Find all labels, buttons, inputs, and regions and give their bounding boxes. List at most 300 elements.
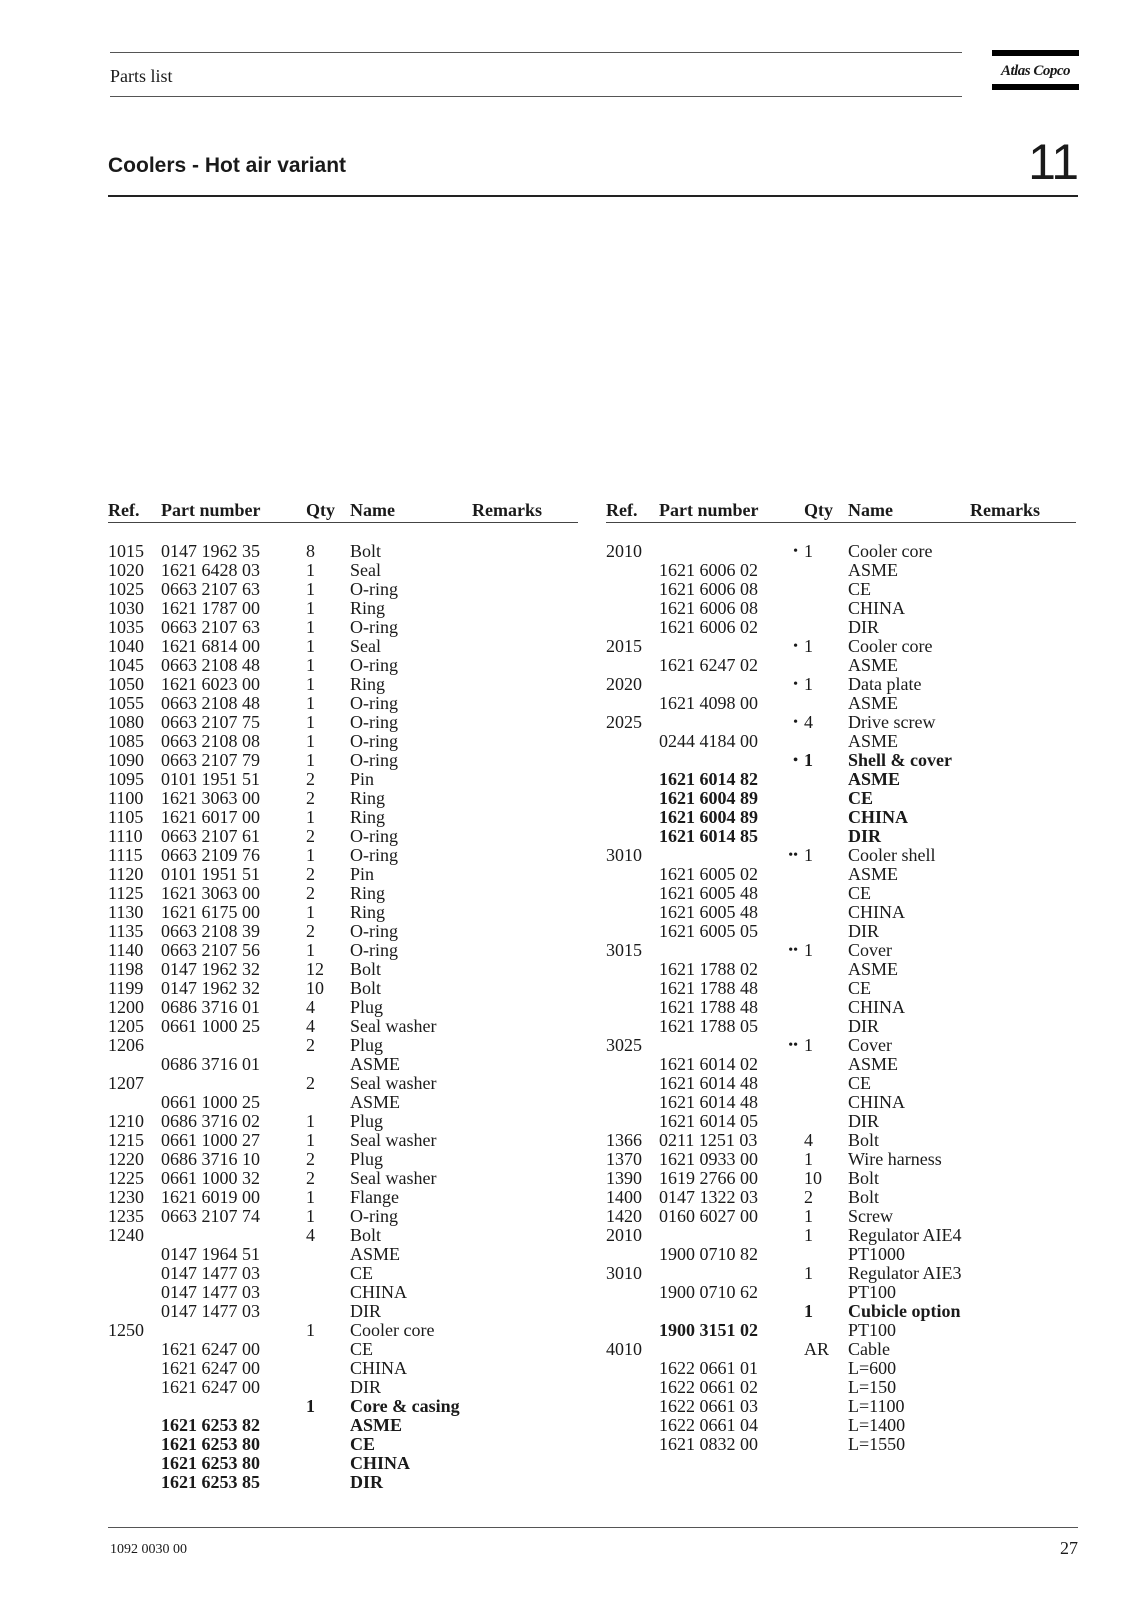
table-spacer-row (108, 523, 578, 543)
table-row (606, 751, 1076, 770)
remarks-cell (970, 1074, 1076, 1093)
name-cell: ASME (848, 693, 899, 713)
remarks-cell (472, 979, 578, 998)
table-row (606, 1131, 1076, 1150)
table-row (606, 1302, 1076, 1321)
table-row (606, 1074, 1076, 1093)
table-row (108, 637, 578, 656)
remarks-cell (472, 580, 578, 599)
remarks-cell (970, 1055, 1076, 1074)
name-cell: CE (848, 788, 874, 808)
name-cell: Regulator AIE4 (848, 1225, 962, 1245)
ref-cell: 3010 (606, 845, 642, 865)
qty-cell (804, 1283, 848, 1302)
mark-cell (286, 1169, 306, 1188)
table-row (108, 1093, 578, 1112)
remarks-cell (472, 1150, 578, 1169)
table-row (108, 656, 578, 675)
remarks-cell (472, 1017, 578, 1036)
table-row (108, 903, 578, 922)
qty-cell: 1 (804, 1206, 813, 1226)
qty-cell (804, 694, 848, 713)
ref-cell: 1015 (108, 541, 144, 561)
remarks-cell (472, 1283, 578, 1302)
ref-cell (108, 1359, 161, 1378)
name-cell: Cubicle option (848, 1301, 961, 1321)
qty-cell (804, 960, 848, 979)
table-row (606, 694, 1076, 713)
part-number-cell: 0147 1477 03 (161, 1263, 260, 1283)
qty-cell: 1 (804, 1149, 813, 1169)
qty-cell (306, 1055, 350, 1074)
mark-cell (286, 561, 306, 580)
part-number-cell (659, 941, 769, 960)
mark-cell (286, 1055, 306, 1074)
qty-cell (306, 1283, 350, 1302)
name-cell: Wire harness (848, 1149, 942, 1169)
ref-cell (108, 1302, 161, 1321)
remarks-cell (970, 1264, 1076, 1283)
qty-cell: 2 (306, 921, 315, 941)
part-number-cell: 0211 1251 03 (659, 1130, 758, 1150)
remarks-cell (472, 732, 578, 751)
name-cell: Shell & cover (848, 750, 952, 770)
qty-cell: 1 (306, 1320, 315, 1340)
ref-cell: 1115 (108, 845, 143, 865)
name-cell: L=1400 (848, 1415, 906, 1435)
ref-cell: 1225 (108, 1168, 144, 1188)
ref-cell (108, 1473, 161, 1492)
part-number-cell: 0663 2108 48 (161, 655, 260, 675)
ref-cell (108, 1435, 161, 1454)
table-row (606, 561, 1076, 580)
ref-cell: 1140 (108, 940, 144, 960)
table-row (108, 1416, 578, 1435)
remarks-cell (970, 1435, 1076, 1454)
part-number-cell (161, 1321, 286, 1340)
name-cell: Ring (350, 883, 386, 903)
table-row (606, 922, 1076, 941)
qty-cell: 1 (306, 1187, 315, 1207)
ref-cell: 1200 (108, 997, 144, 1017)
mark-cell (769, 1378, 804, 1397)
qty-cell (804, 922, 848, 941)
qty-cell: 4 (804, 712, 813, 732)
ref-cell (606, 656, 659, 675)
qty-cell (804, 1055, 848, 1074)
table-row (606, 675, 1076, 694)
remarks-cell (472, 1226, 578, 1245)
qty-cell (804, 580, 848, 599)
name-cell: Cooler core (848, 636, 933, 656)
qty-cell: 1 (306, 845, 315, 865)
qty-cell (804, 1397, 848, 1416)
name-cell: DIR (350, 1377, 381, 1397)
part-number-cell: 0661 1000 32 (161, 1168, 260, 1188)
name-cell: DIR (848, 826, 882, 846)
mark-cell: • (793, 544, 798, 559)
remarks-cell (970, 732, 1076, 751)
name-cell: ASME (848, 959, 899, 979)
table-row (606, 1017, 1076, 1036)
mark-cell (286, 694, 306, 713)
ref-cell (108, 1378, 161, 1397)
name-cell: DIR (848, 617, 879, 637)
part-number-cell: 1622 0661 02 (659, 1377, 758, 1397)
mark-cell (769, 1245, 804, 1264)
mark-cell (769, 979, 804, 998)
qty-cell (804, 827, 848, 846)
table-row (108, 1302, 578, 1321)
table-header-row (606, 500, 1076, 523)
table-row (108, 599, 578, 618)
name-cell: CE (350, 1434, 376, 1454)
part-number-cell: 0147 1962 32 (161, 978, 260, 998)
part-number-cell: 1621 6023 00 (161, 674, 260, 694)
table-row (606, 1359, 1076, 1378)
ref-cell (606, 1378, 659, 1397)
name-cell: Ring (350, 788, 386, 808)
remarks-cell (970, 1226, 1076, 1245)
part-number-cell: 1621 3063 00 (161, 788, 260, 808)
mark-cell (286, 1093, 306, 1112)
qty-cell (804, 1321, 848, 1340)
remarks-cell (970, 618, 1076, 637)
qty-cell: 1 (306, 940, 315, 960)
qty-cell (306, 1264, 350, 1283)
part-number-cell (659, 1302, 769, 1321)
table-row (108, 1340, 578, 1359)
part-number-cell: 0686 3716 10 (161, 1149, 260, 1169)
mark-cell (286, 865, 306, 884)
header-part-number: Part number (161, 500, 286, 523)
remarks-cell (970, 694, 1076, 713)
ref-cell (108, 1245, 161, 1264)
name-cell: Bolt (350, 978, 382, 998)
name-cell: O-ring (350, 750, 398, 770)
remarks-cell (970, 1416, 1076, 1435)
ref-cell: 1110 (108, 826, 143, 846)
qty-cell: 1 (306, 731, 315, 751)
name-cell: ASME (848, 769, 901, 789)
ref-cell (606, 1074, 659, 1093)
ref-cell (108, 1264, 161, 1283)
table-row (606, 941, 1076, 960)
qty-cell: 1 (804, 636, 813, 656)
remarks-cell (472, 1359, 578, 1378)
name-cell: Bolt (350, 1225, 382, 1245)
part-number-cell: 1621 6253 80 (161, 1453, 260, 1473)
mark-cell (286, 770, 306, 789)
table-row (108, 770, 578, 789)
qty-cell: 2 (804, 1187, 813, 1207)
qty-cell (804, 1093, 848, 1112)
part-number-cell: 1621 6175 00 (161, 902, 260, 922)
part-number-cell: 0101 1951 51 (161, 769, 260, 789)
table-row (606, 1435, 1076, 1454)
ref-cell (606, 998, 659, 1017)
table-row (108, 1283, 578, 1302)
qty-cell (306, 1359, 350, 1378)
table-row (108, 846, 578, 865)
ref-cell (108, 1055, 161, 1074)
qty-cell (804, 1416, 848, 1435)
table-row (606, 1188, 1076, 1207)
remarks-cell (970, 941, 1076, 960)
remarks-cell (970, 656, 1076, 675)
part-number-cell: 1621 6247 00 (161, 1377, 260, 1397)
part-number-cell: 0661 1000 25 (161, 1016, 260, 1036)
mark-cell (769, 656, 804, 675)
ref-cell: 1198 (108, 959, 144, 979)
qty-cell (804, 599, 848, 618)
table-row (108, 1131, 578, 1150)
parts-table-left (108, 500, 578, 1492)
name-cell: DIR (848, 1111, 879, 1131)
remarks-cell (472, 1378, 578, 1397)
part-number-cell: 1621 6428 03 (161, 560, 260, 580)
remarks-cell (970, 827, 1076, 846)
table-row (108, 1036, 578, 1055)
qty-cell: 2 (306, 883, 315, 903)
qty-cell (306, 1454, 350, 1473)
part-number-cell: 1621 6014 48 (659, 1092, 758, 1112)
name-cell: ASME (848, 1054, 899, 1074)
ref-cell (606, 1283, 659, 1302)
table-row (606, 1378, 1076, 1397)
table-row (108, 1321, 578, 1340)
qty-cell: 12 (306, 959, 324, 979)
name-cell: Seal washer (350, 1130, 437, 1150)
name-cell: Bolt (350, 959, 382, 979)
remarks-cell (970, 675, 1076, 694)
qty-cell (306, 1473, 350, 1492)
name-cell: Bolt (350, 541, 382, 561)
mark-cell (769, 1340, 804, 1359)
qty-cell: 10 (804, 1168, 822, 1188)
header-qty: Qty (306, 500, 350, 523)
remarks-cell (472, 675, 578, 694)
table-row (606, 1093, 1076, 1112)
remarks-cell (472, 1340, 578, 1359)
ref-cell: 1220 (108, 1149, 144, 1169)
name-cell: O-ring (350, 921, 398, 941)
ref-cell (606, 1055, 659, 1074)
qty-cell: 2 (306, 864, 315, 884)
ref-cell (606, 1416, 659, 1435)
name-cell: ASME (350, 1244, 401, 1264)
mark-cell (286, 1416, 306, 1435)
remarks-cell (970, 1169, 1076, 1188)
ref-cell: 1230 (108, 1187, 144, 1207)
part-number-cell: 1621 0933 00 (659, 1149, 758, 1169)
mark-cell (286, 1302, 306, 1321)
ref-cell: 1105 (108, 807, 144, 827)
table-row (108, 694, 578, 713)
table-row (606, 1150, 1076, 1169)
mark-cell (286, 998, 306, 1017)
remarks-cell (970, 1150, 1076, 1169)
table-row (108, 941, 578, 960)
remarks-cell (472, 713, 578, 732)
mark-cell: • (793, 677, 798, 692)
name-cell: Seal washer (350, 1073, 437, 1093)
name-cell: Core & casing (350, 1396, 460, 1416)
part-number-cell: 1621 3063 00 (161, 883, 260, 903)
remarks-cell (970, 808, 1076, 827)
table-row (606, 618, 1076, 637)
table-row (108, 1017, 578, 1036)
name-cell: Bolt (848, 1130, 880, 1150)
mark-cell (769, 1207, 804, 1226)
name-cell: ASME (848, 864, 899, 884)
remarks-cell (472, 960, 578, 979)
part-number-cell: 0147 1477 03 (161, 1301, 260, 1321)
ref-cell: 4010 (606, 1339, 642, 1359)
remarks-cell (472, 1131, 578, 1150)
part-number-cell: 1621 6247 00 (161, 1339, 260, 1359)
part-number-cell: 0661 1000 25 (161, 1092, 260, 1112)
ref-cell (606, 922, 659, 941)
mark-cell (286, 1188, 306, 1207)
ref-cell: 2025 (606, 712, 642, 732)
remarks-cell (472, 1169, 578, 1188)
mark-cell (286, 846, 306, 865)
name-cell: CHINA (350, 1358, 407, 1378)
part-number-cell: 0663 2107 56 (161, 940, 260, 960)
part-number-cell: 1621 4098 00 (659, 693, 758, 713)
qty-cell (804, 732, 848, 751)
qty-cell: 10 (306, 978, 324, 998)
ref-cell (606, 827, 659, 846)
part-number-cell: 1621 6017 00 (161, 807, 260, 827)
mark-cell (769, 1074, 804, 1093)
ref-cell (606, 1245, 659, 1264)
mark-cell (769, 1302, 804, 1321)
name-cell: ASME (848, 560, 899, 580)
qty-cell (804, 903, 848, 922)
table-row (108, 1435, 578, 1454)
ref-cell: 2010 (606, 1225, 642, 1245)
remarks-cell (970, 998, 1076, 1017)
remarks-cell (472, 1397, 578, 1416)
qty-cell: 1 (306, 750, 315, 770)
ref-cell: 2010 (606, 541, 642, 561)
part-number-cell: 1621 1788 48 (659, 978, 758, 998)
qty-cell (306, 1435, 350, 1454)
part-number-cell (659, 1264, 769, 1283)
mark-cell (769, 1283, 804, 1302)
ref-cell (606, 1397, 659, 1416)
qty-cell: 1 (306, 674, 315, 694)
table-row (606, 1416, 1076, 1435)
name-cell: O-ring (350, 1206, 398, 1226)
ref-cell: 3025 (606, 1035, 642, 1055)
ref-cell (606, 751, 659, 770)
table-row (108, 884, 578, 903)
remarks-cell (970, 979, 1076, 998)
table-row (606, 1169, 1076, 1188)
ref-cell: 1035 (108, 617, 144, 637)
table-row (108, 998, 578, 1017)
part-number-cell: 0663 2107 63 (161, 617, 260, 637)
ref-cell (606, 1435, 659, 1454)
part-number-cell: 0147 1322 03 (659, 1187, 758, 1207)
remarks-cell (970, 1188, 1076, 1207)
name-cell: Ring (350, 807, 386, 827)
name-cell: O-ring (350, 940, 398, 960)
qty-cell: 1 (306, 617, 315, 637)
remarks-cell (970, 1321, 1076, 1340)
ref-cell (606, 770, 659, 789)
remarks-cell (970, 713, 1076, 732)
qty-cell: 4 (306, 997, 315, 1017)
mark-cell (769, 960, 804, 979)
remarks-cell (472, 1093, 578, 1112)
name-cell: CE (848, 1073, 872, 1093)
remarks-cell (472, 599, 578, 618)
qty-cell: 1 (306, 1130, 315, 1150)
ref-cell: 2015 (606, 636, 642, 656)
remarks-cell (970, 637, 1076, 656)
table-row (606, 770, 1076, 789)
mark-cell (769, 1264, 804, 1283)
part-number-cell: 1621 6005 48 (659, 902, 758, 922)
remarks-cell (472, 1435, 578, 1454)
ref-cell (606, 1093, 659, 1112)
name-cell: O-ring (350, 579, 398, 599)
atlas-copco-logo (992, 50, 1079, 94)
table-row (108, 960, 578, 979)
mark-cell (769, 1435, 804, 1454)
part-number-cell: 1621 6004 89 (659, 788, 758, 808)
ref-cell: 1215 (108, 1130, 144, 1150)
name-cell: Seal (350, 560, 381, 580)
mark-cell (286, 1131, 306, 1150)
name-cell: O-ring (350, 845, 398, 865)
qty-cell: AR (804, 1339, 830, 1359)
name-cell: Seal washer (350, 1168, 437, 1188)
remarks-cell (472, 941, 578, 960)
part-number-cell: 1622 0661 03 (659, 1396, 758, 1416)
part-number-cell: 1621 6005 05 (659, 921, 758, 941)
mark-cell (286, 1359, 306, 1378)
remarks-cell (970, 1397, 1076, 1416)
mark-cell (286, 808, 306, 827)
remarks-cell (472, 1245, 578, 1264)
part-number-cell: 0244 4184 00 (659, 731, 758, 751)
remarks-cell (472, 865, 578, 884)
qty-cell (804, 1074, 848, 1093)
qty-cell: 2 (306, 1035, 315, 1055)
remarks-cell (472, 884, 578, 903)
ref-cell: 1250 (108, 1320, 144, 1340)
part-number-cell (161, 1036, 286, 1055)
part-number-cell: 0147 1962 35 (161, 541, 260, 561)
qty-cell (804, 1245, 848, 1264)
ref-cell (606, 1017, 659, 1036)
ref-cell (606, 1112, 659, 1131)
part-number-cell: 1621 6014 85 (659, 826, 758, 846)
section-label: Parts list (110, 66, 173, 86)
header-ref: Ref. (606, 500, 659, 523)
part-number-cell: 0663 2109 76 (161, 845, 260, 865)
qty-cell: 1 (306, 1396, 315, 1416)
qty-cell: 1 (306, 655, 315, 675)
part-number-cell: 0686 3716 02 (161, 1111, 260, 1131)
qty-cell (804, 998, 848, 1017)
name-cell: Data plate (848, 674, 922, 694)
